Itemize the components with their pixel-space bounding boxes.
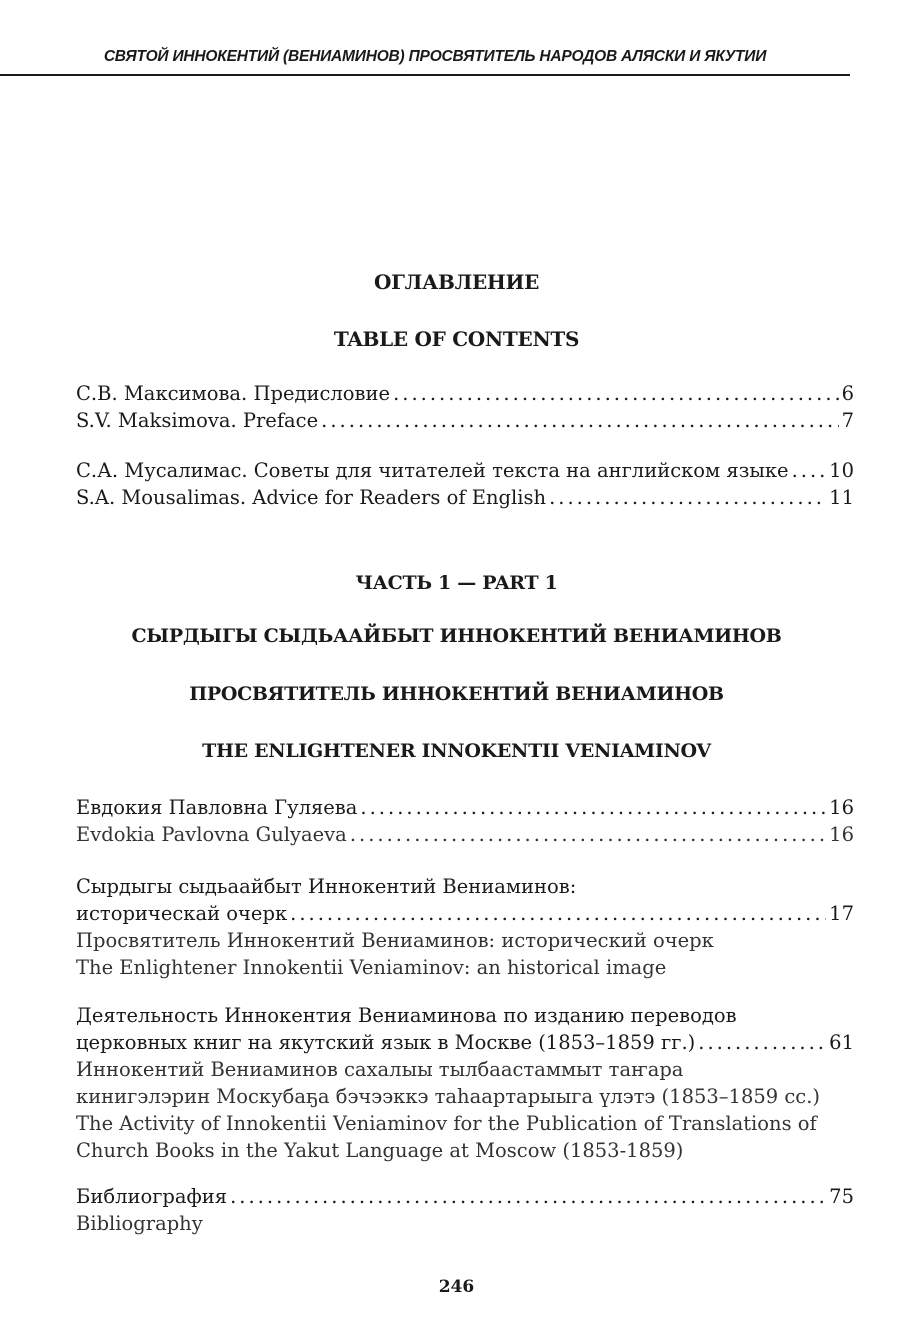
entry-title: С.А. Мусалимас. Советы для читателей текста на английском языке xyxy=(76,459,789,482)
toc-essay-group xyxy=(76,873,854,981)
entry-title: историческай очерк xyxy=(76,902,288,925)
part-title-ru: ПРОСВЯТИТЕЛЬ ИННОКЕНТИЙ ВЕНИАМИНОВ xyxy=(189,683,724,705)
toc-entry-preface-ru[interactable] xyxy=(76,380,854,407)
entry-page: 10 xyxy=(829,459,854,482)
toc-entry-author-ru[interactable] xyxy=(76,794,854,821)
leader-dots xyxy=(350,821,826,848)
entry-page: 75 xyxy=(829,1185,854,1208)
entry-title: Библиография xyxy=(76,1185,228,1208)
entry-page: 16 xyxy=(829,796,854,819)
toc-entry-bibliography[interactable] xyxy=(76,1183,854,1210)
entry-subtitle-en: Church Books in the Yakut Language at Moscow (1853-1859) xyxy=(76,1139,684,1162)
leader-dots xyxy=(290,900,826,927)
entry-title: церковных книг на якутский язык в Москве (1853–1859 гг.) xyxy=(76,1031,696,1054)
toc-entry-advice-ru[interactable] xyxy=(76,457,854,484)
leader-dots xyxy=(321,407,838,434)
entry-subtitle-ru: Просвятитель Иннокентий Вениаминов: исторический очерк xyxy=(76,929,714,952)
entry-title: S.A. Mousalimas. Advice for Readers of English xyxy=(76,486,547,509)
leader-dots xyxy=(549,484,826,511)
page-number: 246 xyxy=(438,1277,475,1297)
leader-dots xyxy=(698,1029,826,1056)
entry-subtitle-yakut: кинигэлэрин Москубаҕа бэчээккэ таһаартарыыга үлэтэ (1853–1859 сс.) xyxy=(76,1085,821,1108)
toc-entry-preface-en[interactable] xyxy=(76,407,854,434)
toc-entry-advice-en[interactable] xyxy=(76,484,854,511)
toc-bibliography-group xyxy=(76,1183,854,1237)
toc-advice-group xyxy=(76,457,854,511)
part-heading: ЧАСТЬ 1 — PART 1 xyxy=(355,572,558,594)
entry-title: Evdokia Pavlovna Gulyaeva xyxy=(76,823,347,846)
entry-title-line[interactable]: Деятельность Иннокентия Вениаминова по изданию переводов xyxy=(76,1004,737,1027)
entry-page: 17 xyxy=(829,902,854,925)
leader-dots xyxy=(792,457,827,484)
entry-page: 61 xyxy=(829,1031,854,1054)
entry-title: Евдокия Павловна Гуляева xyxy=(76,796,358,819)
leader-dots xyxy=(393,380,839,407)
toc-entry-activity[interactable] xyxy=(76,1029,854,1056)
entry-subtitle-en: The Enlightener Innokentii Veniaminov: an historical image xyxy=(76,956,667,979)
toc-preface-group xyxy=(76,380,854,434)
part-title-yakut: СЫРДЫГЫ СЫДЬААЙБЫТ ИННОКЕНТИЙ ВЕНИАМИНОВ xyxy=(131,625,782,647)
running-header xyxy=(0,48,850,76)
running-title: СВЯТОЙ ИННОКЕНТИЙ (ВЕНИАМИНОВ) ПРОСВЯТИТЕЛЬ НАРОДОВ АЛЯСКИ И ЯКУТИИ xyxy=(103,48,767,65)
part-title-en: THE ENLIGHTENER INNOKENTII VENIAMINOV xyxy=(202,740,711,762)
entry-title-line[interactable]: Сырдыгы сыдьаайбыт Иннокентий Вениаминов: xyxy=(76,875,577,898)
entry-subtitle-en: Bibliography xyxy=(76,1212,203,1235)
leader-dots xyxy=(360,794,826,821)
toc-activity-group xyxy=(76,1002,854,1164)
entry-subtitle-yakut: Иннокентий Вениаминов сахалыы тылбаастаммыт таҥара xyxy=(76,1058,684,1081)
toc-title-en: TABLE OF CONTENTS xyxy=(333,327,580,351)
entry-page: 7 xyxy=(841,409,854,432)
toc-title-ru: ОГЛАВЛЕНИЕ xyxy=(373,270,540,294)
entry-page: 6 xyxy=(841,382,854,405)
leader-dots xyxy=(230,1183,826,1210)
entry-subtitle-en: The Activity of Innokentii Veniaminov for the Publication of Translations of xyxy=(76,1112,817,1135)
toc-author-group xyxy=(76,794,854,848)
entry-title: С.В. Максимова. Предисловие xyxy=(76,382,391,405)
entry-title: S.V. Maksimova. Preface xyxy=(76,409,319,432)
entry-page: 16 xyxy=(829,823,854,846)
toc-entry-author-en[interactable] xyxy=(76,821,854,848)
entry-page: 11 xyxy=(829,486,854,509)
toc-entry-essay[interactable] xyxy=(76,900,854,927)
